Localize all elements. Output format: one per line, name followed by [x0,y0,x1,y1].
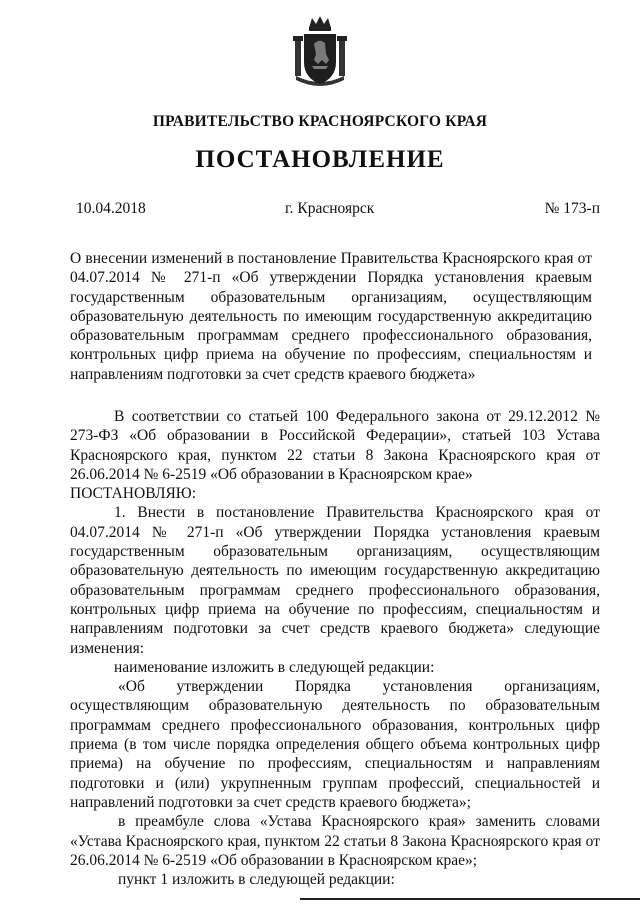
document-number: № 173-п [544,200,600,217]
new-title-paragraph: «Об утверждении Порядка установления организациям, осуществляющим образовательную деятельность по образовательным программам среднего профессионального образования, контрольных цифр приема (в том числе порядка определения общего объема контрольных цифр приема) на обучение по профессиям, специальностям и направлениям подготовки и (или) укрупненным группам профессий, специальностей и направлений подготовки за счет средств краевого бюджета»; [70,678,600,811]
point-1-change-paragraph: пункт 1 изложить в следующей редакции: [118,871,395,889]
preamble-paragraph: В соответствии со статьей 100 Федерального закона от 29.12.2012 № 273-ФЗ «Об образовании в Российской Федерации», статьей 103 Устава Красноярского края, пунктом 22 статьи 8 Закона Красноярского края от 26.06.2014 № 6-2519 «Об образовании в Красноярском крае» [70,408,600,483]
document-subject: О внесении изменений в постановление Правительства Красноярского края от 04.07.2014 № 271-п «Об утверждении Порядка установления краевым государственным образовательным организациям, осуществляющим образовательную деятельность по имеющим государственную аккредитацию образовательным программам среднего профессионального образования, контрольных цифр приема на обучение по профессиям, специальностям и направлениям подготовки за счет средств краевого бюджета» [70,250,592,383]
government-name: ПРАВИТЕЛЬСТВО КРАСНОЯРСКОГО КРАЯ [152,113,488,130]
resolution-keyword: ПОСТАНОВЛЯЮ: [70,485,197,503]
scan-edge-line [300,898,640,900]
document-date: 10.04.2018 [76,200,146,217]
preamble-change-paragraph: в преамбуле слова «Устава Красноярского края» заменить словами «Устава Красноярского края, пунктом 22 статьи 8 Закона Красноярского края от 26.06.2014 № 6-2519 «Об образовании в Красноярском крае»; [70,813,600,869]
title-change-paragraph: наименование изложить в следующей редакции: [114,658,435,676]
document-city: г. Красноярск [285,200,375,217]
coat-of-arms-icon [292,14,348,88]
item-1-paragraph: 1. Внести в постановление Правительства Красноярского края от 04.07.2014 № 271-п «Об утверждении Порядка установления краевым государственным образовательным организациям, осуществляющим образовательную деятельность по имеющим государственную аккредитацию образовательным программам среднего профессионального образования, контрольных цифр приема на обучение по профессиям, специальностям и направлениям подготовки за счет средств краевого бюджета» следующие изменения: [70,504,600,657]
document-title: ПОСТАНОВЛЕНИЕ [195,146,445,173]
document-body [70,407,600,889]
